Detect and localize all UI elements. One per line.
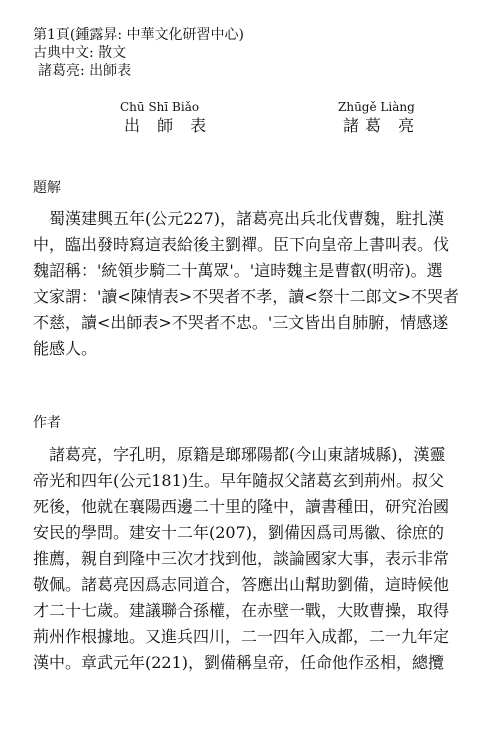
- intro-line: 魏詔稱：'統領步騎二十萬眾'。'這時魏主是曹叡(明帝)。選: [33, 261, 443, 280]
- author-line: 安民的學問。建安十二年(207)，劉備因爲司馬徽、徐庶的: [33, 523, 445, 542]
- author-line: 漢中。章武元年(221)，劉備稱皇帝，任命他作丞相，總攬: [33, 653, 445, 672]
- author-line: 推薦，親自到隆中三次才找到他，談論國家大事，表示非常: [33, 549, 450, 568]
- page-header-line-3: 諸葛亮: 出師表: [38, 63, 132, 79]
- title-hanzi: 出 師 表: [124, 116, 213, 135]
- author-line: 諸葛亮，字孔明，原籍是瑯琊陽都(今山東諸城縣)，漢靈: [33, 445, 446, 464]
- author-pinyin: Zhūgě Liàng: [338, 100, 415, 114]
- author-line: 才二十七歲。建議聯合孫權，在赤壁一戰，大敗曹操，取得: [33, 601, 450, 620]
- page-header-line-2: 古典中文: 散文: [33, 45, 127, 61]
- intro-line: 能感人。: [33, 339, 98, 358]
- intro-heading: 題解: [33, 180, 61, 196]
- intro-line: 文家謂：'讀<陳情表>不哭者不孝，讀<祭十二郎文>不哭者: [33, 287, 460, 306]
- author-line: 荊州作根據地。又進兵四川，二一四年入成都，二一九年定: [33, 627, 450, 646]
- intro-paragraph: [33, 206, 473, 362]
- page-header-line-1: 第1頁(鍾露昇: 中華文化研習中心): [33, 27, 244, 43]
- author-line: 帝光和四年(公元181)生。早年隨叔父諸葛玄到荊州。叔父: [33, 471, 445, 490]
- intro-line: 蜀漢建興五年(公元227)，諸葛亮出兵北伐曹魏，駐扎漢: [33, 209, 445, 228]
- title-pinyin: Chū Shī Biǎo: [120, 100, 200, 114]
- author-line: 死後，他就在襄陽西邊二十里的隆中，讀書種田，研究治國: [33, 497, 450, 516]
- author-paragraph: [33, 442, 473, 676]
- intro-line: 中，臨出發時寫這表給後主劉禪。臣下向皇帝上書叫表。伐: [33, 235, 450, 254]
- author-line: 敬佩。諸葛亮因爲志同道合，答應出山幫助劉備，這時候他: [33, 575, 450, 594]
- intro-line: 不慈，讀<出師表>不哭者不忠。'三文皆出自肺腑，情感遂: [33, 313, 449, 332]
- author-heading: 作者: [33, 415, 61, 431]
- author-hanzi: 諸葛 亮: [343, 116, 421, 135]
